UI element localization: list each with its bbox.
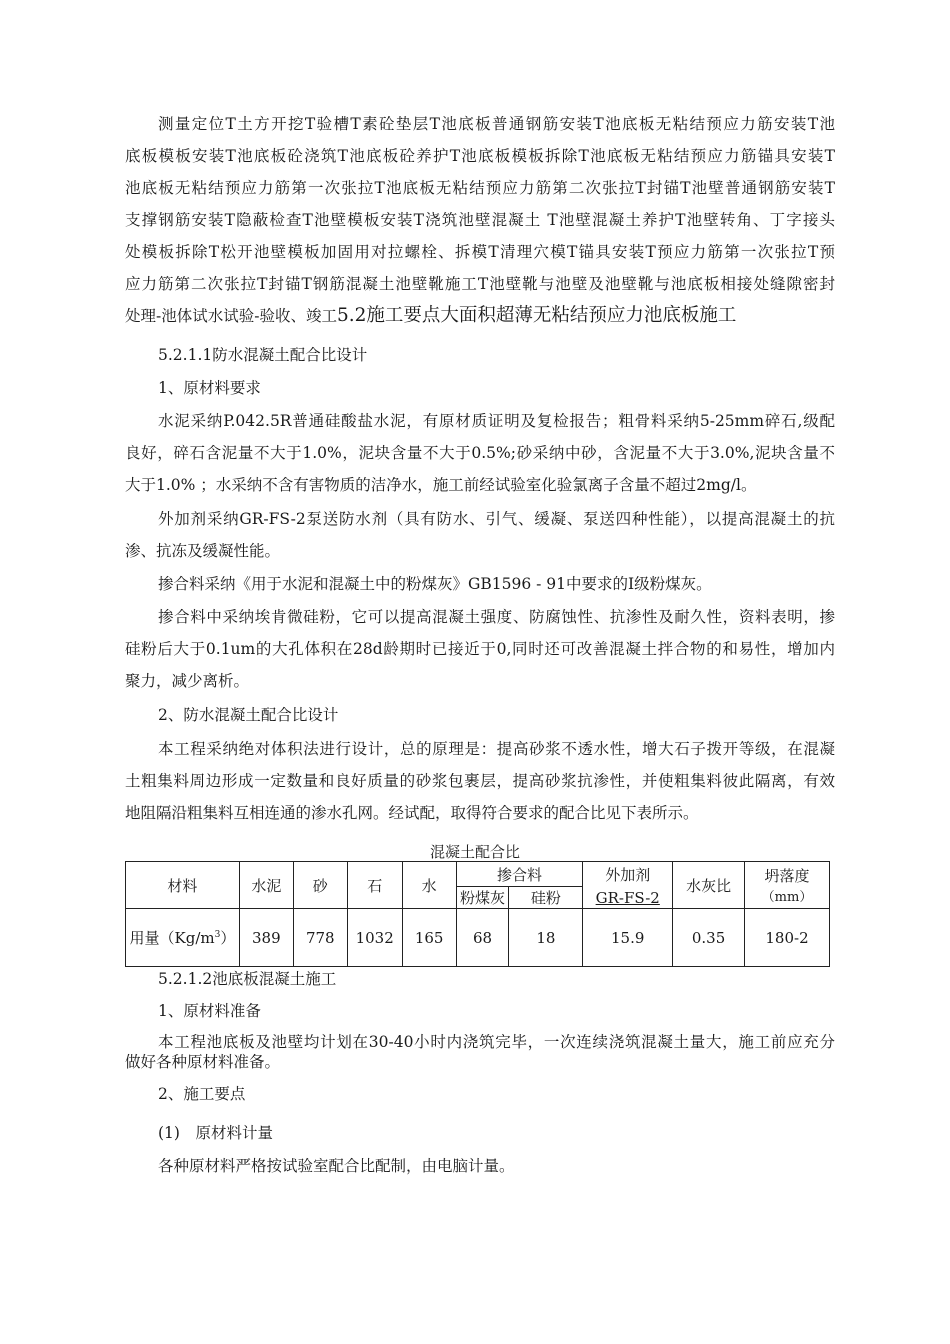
measure-line: 各种原材料严格按试验室配合比配制，由电脑计量。	[158, 1157, 515, 1175]
subsection-5211: 5.2.1.1防水混凝土配合比设计	[158, 346, 368, 364]
header-stone: 石	[347, 862, 402, 909]
flow-line: 底板模板安装T池底板砼浇筑T池底板砼养护T池底板模板拆除T池底板无粘结预应力筋锚具安装T	[125, 147, 835, 165]
header-sand: 砂	[293, 862, 347, 909]
design-line: 地阻隔沿粗集料互相连通的渗水孔网。经试配，取得符合要求的配合比见下表所示。	[125, 804, 699, 822]
value-sand: 778	[293, 909, 347, 967]
value-flyash: 68	[456, 909, 509, 967]
heading-raw-materials: 1、原材料要求	[158, 379, 261, 397]
header-slump-label: 坍落度	[764, 867, 810, 885]
value-cement: 389	[239, 909, 293, 967]
row-label: 用量$(Kg/m^3)$	[126, 909, 240, 967]
mix-proportion-table	[125, 861, 830, 967]
heading-material-measurement: (1) 原材料计量	[158, 1124, 273, 1142]
header-additive	[583, 862, 673, 909]
flow-line: 测量定位T土方开挖T验槽T素砼垫层T池底板普通钢筋安装T池底板无粘结预应力筋安装T池	[158, 115, 835, 133]
additive-line: 外加剂采纳GR-FS-2泵送防水剂（具有防水、引气、缓凝、泵送四种性能），以提高混凝土的抗	[158, 510, 835, 528]
flyash-line: 掺合料采纳《用于水泥和混凝土中的粉煤灰》GB1596 - 91中要求的I级粉煤灰。	[158, 575, 712, 593]
table-caption: 混凝土配合比	[429, 843, 520, 861]
flow-line: 应力筋第二次张拉T封锚T钢筋混凝土池壁靴施工T池壁靴与池壁及池壁靴与池底板相接处缝隙密封	[125, 275, 835, 293]
design-line: 土粗集料周边形成一定数量和良好质量的砂浆包裹层，提高砂浆抗渗性，并使粗集料彼此隔离，有效	[125, 772, 835, 790]
header-slump-unit: （mm）	[761, 890, 813, 905]
flow-last-text: 处理-池体试水试验-验收、竣工	[125, 307, 337, 325]
header-water-cement-ratio: 水灰比	[673, 862, 745, 909]
header-silica: 硅粉	[509, 887, 583, 909]
flow-line: 池底板无粘结预应力筋第一次张拉T池底板无粘结预应力筋第二次张拉T封锚T池壁普通钢筋安装T	[125, 179, 835, 197]
header-cement: 水泥	[239, 862, 293, 909]
header-water: 水	[402, 862, 456, 909]
header-additive-label: 外加剂	[605, 865, 651, 884]
header-material: 材料	[126, 862, 240, 909]
silica-line: 掺合料中采纳埃肯微硅粉，它可以提高混凝土强度、防腐蚀性、抗渗性及耐久性，资料表明，掺	[158, 608, 835, 626]
value-additive: 15.9	[583, 909, 673, 967]
header-flyash: 粉煤灰	[456, 887, 509, 909]
header-additive-name: GR-FS-2	[595, 888, 660, 907]
prep-line: 做好各种原材料准备。	[125, 1053, 281, 1071]
subsection-5212: 5.2.1.2池底板混凝土施工	[158, 970, 337, 988]
heading-material-prep: 1、原材料准备	[158, 1002, 261, 1020]
value-water-cement-ratio: 0.35	[673, 909, 745, 967]
value-water: 165	[402, 909, 456, 967]
additive-line: 渗、抗冻及缓凝性能。	[125, 542, 281, 560]
section-title: 5.2施工要点大面积超薄无粘结预应力池底板施工	[336, 305, 737, 326]
flow-last-line	[125, 305, 835, 327]
heading-construction-points: 2、施工要点	[158, 1085, 246, 1103]
silica-line: 硅粉后大于0.1um的大孔体积在28d龄期时已接近于0,同时还可改善混凝土拌合物的和易性，增加内	[125, 640, 835, 658]
value-stone: 1032	[347, 909, 402, 967]
prep-line: 本工程池底板及池壁均计划在30-40小时内浇筑完毕，一次连续浇筑混凝土量大，施工前应充分	[158, 1033, 835, 1051]
flow-line: 处模板拆除T松开池壁模板加固用对拉螺栓、拆模T清理穴模T锚具安装T预应力筋第一次张拉T预	[125, 243, 835, 261]
header-slump	[745, 862, 830, 909]
cement-line: 良好，碎石含泥量不大于1.0%，泥块含量不大于0.5%;砂采纳中砂，含泥量不大于3.0%,泥块含量不	[125, 444, 835, 462]
header-admixture: 掺合料	[456, 862, 583, 887]
cement-line: 大于1.0% ；水采纳不含有害物质的洁净水，施工前经试验室化验氯离子含量不超过2mg/l。	[125, 476, 757, 494]
cement-line: 水泥采纳P.042.5R普通硅酸盐水泥，有原材质证明及复检报告；粗骨料采纳5-25mm碎石,级配	[158, 412, 835, 430]
flow-line: 支撑钢筋安装T隐蔽检查T池壁模板安装T浇筑池壁混凝土 T池壁混凝土养护T池壁转角、丁字接头	[125, 211, 835, 229]
heading-mix-design: 2、防水混凝土配合比设计	[158, 706, 339, 724]
value-silica: 18	[509, 909, 583, 967]
design-line: 本工程采纳绝对体积法进行设计，总的原理是：提高砂浆不透水性，增大石子拨开等级，在混凝	[158, 740, 835, 758]
silica-line: 聚力，减少离析。	[125, 672, 250, 690]
table-row	[126, 909, 830, 967]
value-slump: 180-2	[745, 909, 830, 967]
